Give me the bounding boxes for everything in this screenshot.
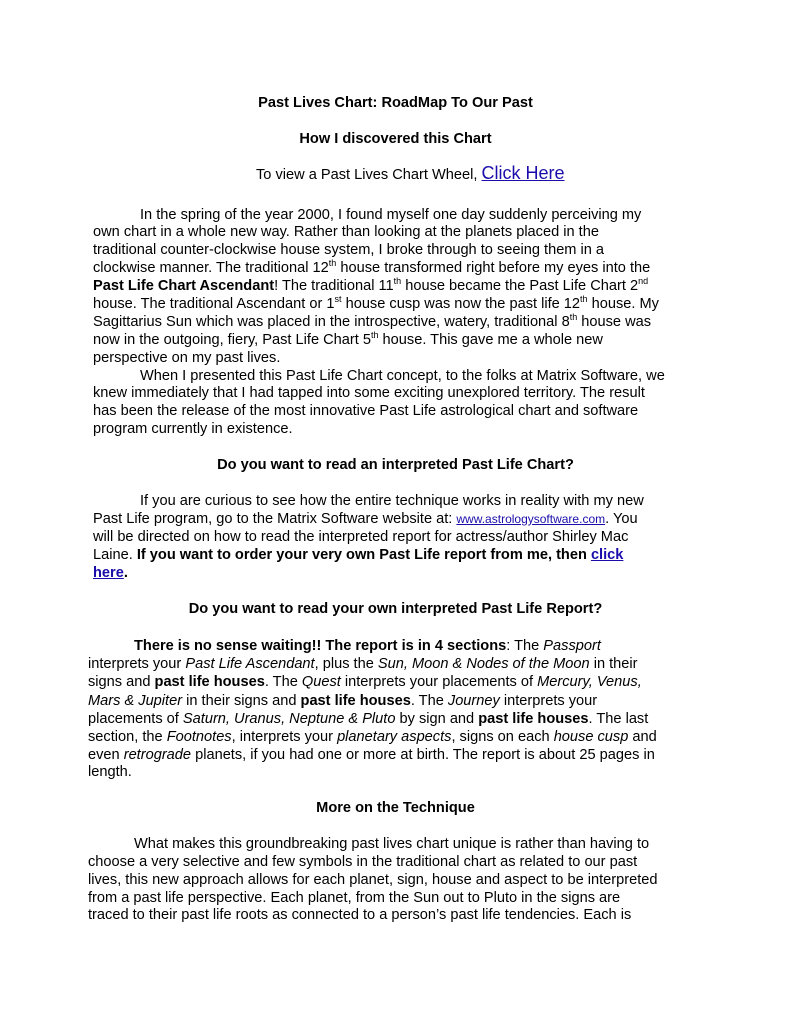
paragraph-line [93,331,603,349]
paragraph-line [88,728,657,746]
text-run: Sagittarius Sun which was placed in the introspective, watery, traditional 8 [93,314,570,330]
order-click-link[interactable]: click [590,547,624,563]
paragraph-line [88,655,638,673]
text-run: house was [577,314,652,330]
view-chart-prefix: To view a Past Lives Chart Wheel, [256,167,478,183]
section-heading-interpreted-chart: Do you want to read an interpreted Past Life Chart? [217,457,574,473]
paragraph-line [93,510,638,528]
superscript: th [370,330,379,340]
text-run: Quest [301,674,341,690]
order-here-link[interactable]: here [93,565,124,581]
text-run: placements of [88,711,183,727]
paragraph-line: choose a very selective and few symbols in the traditional chart as related to our past [88,854,638,870]
astrology-software-link[interactable]: www.astrologysoftware.com [456,512,606,526]
text-run: house cusp was now the past life 12 [341,296,581,312]
text-run: interprets your [88,656,186,672]
text-run: ! The traditional 11 [274,278,394,294]
paragraph-line: lives, this new approach allows for each planet, sign, house and aspect to be interpreted [88,872,658,888]
paragraph-line: perspective on my past lives. [93,350,281,366]
past-life-ascendant-term: Past Life Chart Ascendant [93,278,275,294]
text-run: Past Life Ascendant [185,656,315,672]
text-run: planetary aspects [337,729,452,745]
text-run: Saturn, Uranus, Neptune & Pluto [182,711,396,727]
text-run: house. My [587,296,659,312]
superscript: th [569,312,578,322]
click-here-link[interactable]: Click Here [481,163,565,183]
superscript: nd [638,276,649,286]
paragraph-line [134,637,601,655]
paragraph-line [88,746,655,764]
text-run: now in the outgoing, fiery, Past Life Chart 5 [93,332,371,348]
text-run: , signs on each [451,729,554,745]
text-run: Past Life program, go to the Matrix Software website at: [93,511,457,527]
section-heading-discovery: How I discovered this Chart [299,131,492,147]
text-run: . The last [588,711,649,727]
text-run: house cusp [553,729,629,745]
text-run: Mercury, Venus, [537,674,642,690]
text-run: past life houses [300,693,411,709]
paragraph-line [93,259,650,277]
superscript: st [334,294,342,304]
text-run: in their [589,656,638,672]
text-run: Journey [447,693,500,709]
paragraph-line: traditional counter-clockwise house system, I broke through to seeing them in a [93,242,605,258]
text-run: past life houses [478,711,589,727]
paragraph-line: What makes this groundbreaking past lives chart unique is rather than having to [134,836,650,852]
text-run: , plus the [314,656,378,672]
text-run: house. This gave me a whole new [378,332,603,348]
text-run: Laine. [93,547,137,563]
paragraph-line [93,313,651,331]
text-run: . [123,565,128,581]
text-run: : The [506,638,544,654]
order-report-text: If you want to order your very own Past Life report from me, then [136,547,591,563]
text-run: even [88,747,124,763]
section-heading-technique: More on the Technique [316,800,475,816]
text-run: house transformed right before my eyes into the [340,260,651,276]
text-run: Sun, Moon & Nodes of the Moon [377,656,590,672]
paragraph-line [88,692,597,710]
text-run: house became the Past Life Chart 2 [401,278,639,294]
section-heading-own-report: Do you want to read your own interpreted Past Life Report? [188,601,603,617]
paragraph-line: traced to their past life roots as connected to a person’s past life tendencies. Each is [88,907,632,923]
text-run: and [628,729,657,745]
text-run: past life houses [154,674,265,690]
superscript: th [328,258,337,268]
view-chart-line [256,164,565,184]
text-run: retrograde [123,747,192,763]
paragraph-line: has been the release of the most innovative Past Life astrological chart and software [93,403,639,419]
text-run: Footnotes [166,729,232,745]
text-run: There is no sense waiting!! The report is in 4 sections [134,638,507,654]
text-run: interprets your [499,693,598,709]
paragraph-line [93,277,648,295]
paragraph-line: from a past life perspective. Each planet, from the Sun out to Pluto in the signs are [88,890,621,906]
paragraph-line [93,546,623,564]
text-run: , interprets your [231,729,338,745]
text-run: . You [605,511,638,527]
text-run: signs and [88,674,155,690]
text-run: . The [264,674,302,690]
text-run: clockwise manner. The traditional 12 [93,260,329,276]
text-run: in their signs and [182,693,301,709]
paragraph-line: own chart in a whole new way. Rather than looking at the planets placed in the [93,224,599,240]
text-run: house. The traditional Ascendant or 1 [93,296,335,312]
paragraph-line [88,673,642,691]
paragraph-line: In the spring of the year 2000, I found myself one day suddenly perceiving my [140,207,642,223]
text-run: by sign and [395,711,479,727]
paragraph-line: program currently in existence. [93,421,293,437]
paragraph-line [93,295,659,313]
paragraph-line: If you are curious to see how the entire technique works in reality with my new [140,493,644,509]
paragraph-line: length. [88,764,132,780]
paragraph-line: When I presented this Past Life Chart concept, to the folks at Matrix Software, we [140,368,665,384]
text-run: Passport [543,638,601,654]
text-run: section, the [88,729,167,745]
paragraph-line [93,564,128,582]
document-title: Past Lives Chart: RoadMap To Our Past [258,95,533,111]
superscript: th [393,276,402,286]
superscript: th [580,294,588,304]
text-run: Mars & Jupiter [88,693,183,709]
text-run: interprets your placements of [340,674,538,690]
paragraph-line: knew immediately that I had tapped into some exciting unexplored territory. The result [93,385,645,401]
paragraph-line: will be directed on how to read the interpreted report for actress/author Shirley Mac [93,529,629,545]
paragraph-line [88,710,648,728]
text-run: planets, if you had one or more at birth. The report is about 25 pages in [191,747,655,763]
text-run: . The [410,693,448,709]
